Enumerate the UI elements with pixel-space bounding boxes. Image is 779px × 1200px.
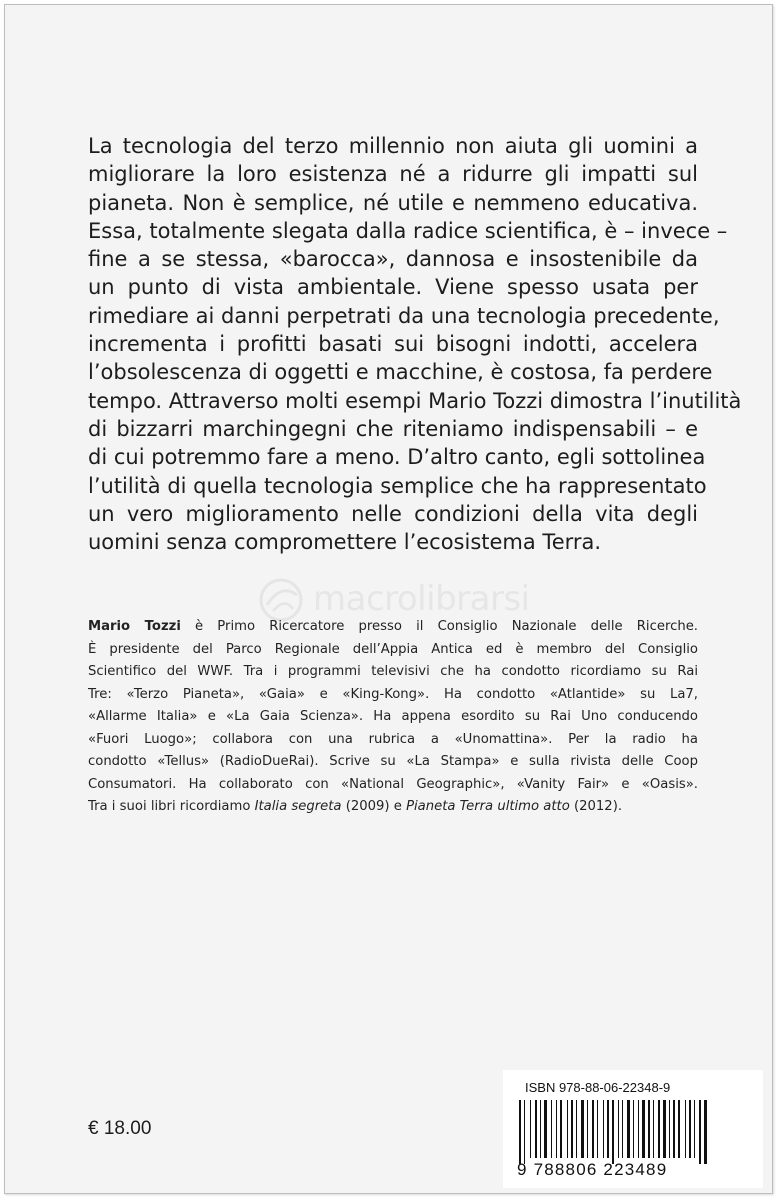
book-title: Pianeta Terra ultimo atto	[406, 799, 570, 814]
barcode-bar	[530, 1100, 531, 1158]
blurb-line: l’obsolescenza di oggetti e macchine, è costosa, fa perdere	[88, 360, 713, 385]
barcode-bar	[524, 1100, 525, 1164]
barcode-bar	[633, 1100, 634, 1158]
barcode-bar	[673, 1100, 675, 1158]
bio-line: È presidente del Parco Regionale dell’Appia Antica ed è membro del Consiglio	[88, 641, 698, 657]
barcode-bar	[694, 1100, 695, 1158]
barcode-bar	[648, 1100, 650, 1158]
price-label: € 18.00	[88, 1118, 152, 1139]
blurb-line: migliorare la loro esistenza né a ridurre gli impatti sul	[88, 162, 698, 187]
barcode-digits: 9 788806 223489	[517, 1160, 668, 1179]
isbn-label: ISBN 978-88-06-22348-9	[525, 1080, 671, 1095]
barcode-bar	[603, 1100, 604, 1158]
barcode-bar	[689, 1100, 691, 1158]
barcode-bar	[587, 1100, 588, 1158]
bio-text: (2012).	[569, 799, 623, 814]
blurb-line: un vero miglioramento nelle condizioni della vita degli	[88, 501, 698, 526]
barcode-bar	[535, 1100, 537, 1158]
barcode-bar	[653, 1100, 654, 1158]
bio-line: Consumatori. Ha collaborato con «National Geographic», «Vanity Fair» e «Oasis».	[88, 776, 698, 792]
book-title: Italia segreta	[254, 799, 342, 814]
blurb-line: di bizzarri marchingegni che riteniamo indispensabili – e	[88, 416, 698, 441]
watermark-text: macrolibrarsi	[313, 579, 530, 619]
barcode-bar	[560, 1100, 562, 1158]
bio-text: (2009) e	[341, 799, 407, 814]
blurb-line: tempo. Attraverso molti esempi Mario Tozzi dimostra l’inutilità	[88, 388, 742, 413]
bio-line: condotto «Tellus» (RadioDueRai). Scrive su «La Stampa» e sulla rivista delle Coop	[88, 754, 698, 769]
barcode-bar	[669, 1100, 670, 1158]
barcode-bar	[678, 1100, 680, 1158]
barcode-bar	[551, 1100, 552, 1158]
cover-blurb	[88, 132, 742, 556]
bio-line: Scientifico del WWF. Tra i programmi televisivi che ha condotto ricordiamo su Rai	[88, 664, 698, 679]
blurb-line: rimediare ai danni perpetrati da una tecnologia precedente,	[88, 303, 720, 328]
barcode-bar	[663, 1100, 666, 1158]
blurb-line: di cui potremmo fare a meno. D’altro canto, egli sottolinea	[88, 445, 706, 470]
blurb-line: uomini senza compromettere l’ecosistema Terra.	[88, 530, 602, 555]
barcode-block	[503, 1070, 763, 1188]
barcode-bar	[622, 1100, 623, 1158]
blurb-line: pianeta. Non è semplice, né utile e nemmeno educativa.	[88, 190, 698, 215]
blurb-line: fine a se stessa, «barocca», dannosa e insostenibile da	[88, 247, 698, 272]
barcode-bar	[592, 1100, 594, 1158]
barcode-bar	[642, 1100, 645, 1158]
barcode-bar	[597, 1100, 598, 1158]
barcode-bar	[658, 1100, 660, 1158]
barcode-bar	[540, 1100, 541, 1158]
barcode-bar	[638, 1100, 639, 1158]
blurb-line: La tecnologia del terzo millennio non aiuta gli uomini a	[88, 134, 698, 158]
barcode-bar	[576, 1100, 577, 1158]
bio-line: «Allarme Italia» e «La Gaia Scienza». Ha appena esordito su Rai Uno conducendo	[88, 709, 698, 724]
barcode-bar	[627, 1100, 630, 1158]
blurb-line: un punto di vista ambientale. Viene spesso usata per	[88, 275, 698, 300]
barcode-bar	[607, 1100, 609, 1158]
author-bio	[88, 616, 698, 819]
bio-line	[88, 616, 698, 639]
barcode-bar	[519, 1100, 521, 1164]
barcode-bar	[544, 1100, 547, 1158]
barcode-bar	[571, 1100, 573, 1158]
barcode-bar	[556, 1100, 557, 1158]
barcode-bar	[581, 1100, 584, 1158]
bio-line	[88, 796, 698, 819]
author-name: Mario Tozzi	[88, 619, 181, 634]
bio-line-text: è Primo Ricercatore presso il Consiglio Nazionale delle Ricerche.	[180, 619, 699, 634]
blurb-line: l’utilità di quella tecnologia semplice che ha rappresentato	[88, 473, 707, 498]
blurb-line: incrementa i profitti basati sui bisogni indotti, accelera	[88, 332, 698, 357]
barcode-bar	[618, 1100, 619, 1158]
book-back-cover	[4, 4, 773, 1194]
barcode-bar	[699, 1100, 701, 1164]
bio-line: «Fuori Luogo»; collabora con una rubrica a «Unomattina». Per la radio ha	[88, 731, 698, 747]
blurb-line: Essa, totalmente slegata dalla radice scientifica, è – invece –	[88, 218, 728, 243]
barcode-bar	[704, 1100, 707, 1164]
barcode-bar	[612, 1100, 614, 1164]
barcode-bar	[567, 1100, 568, 1158]
barcode-bar	[685, 1100, 686, 1158]
bio-text: Tra i suoi libri ricordiamo	[88, 799, 255, 814]
bio-line: Tre: «Terzo Pianeta», «Gaia» e «King-Kong». Ha condotto «Atlantide» su La7,	[88, 686, 698, 702]
